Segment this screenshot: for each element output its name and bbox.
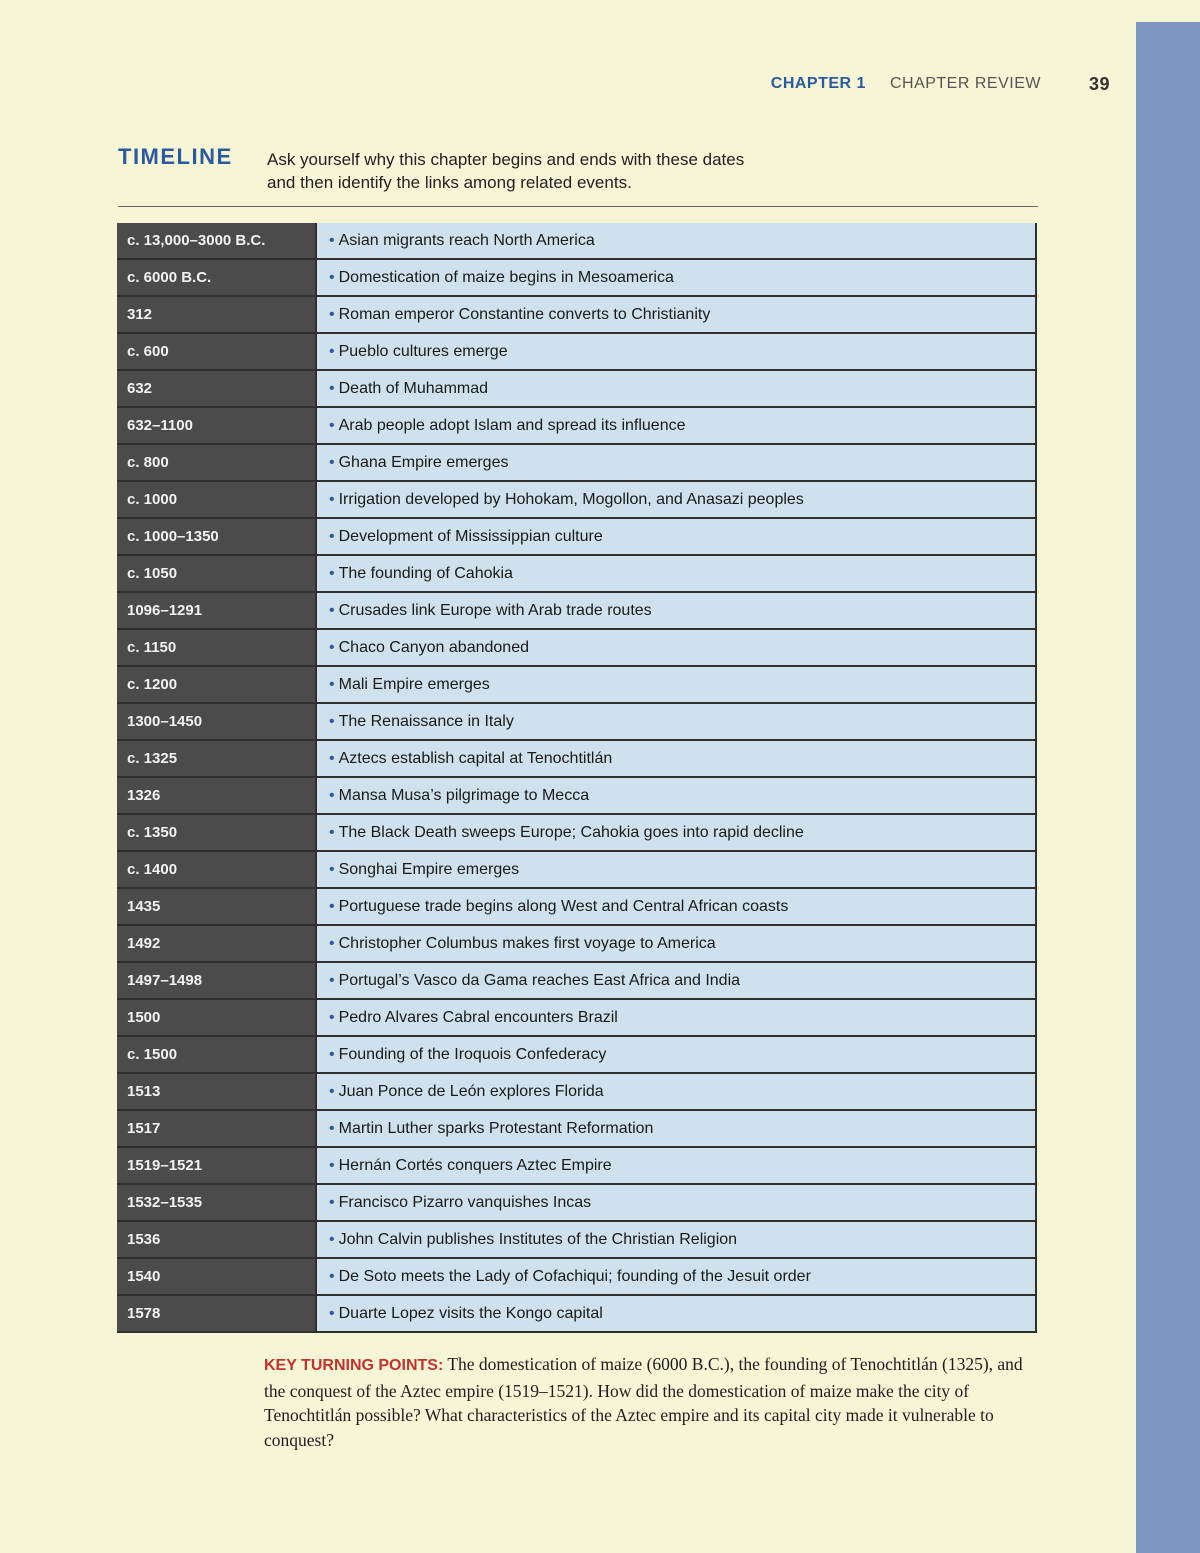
timeline-row: [117, 333, 1036, 370]
timeline-date: 1536: [117, 1221, 316, 1258]
bullet-icon: •: [329, 749, 335, 767]
timeline-event-cell: [316, 333, 1036, 370]
bullet-icon: •: [329, 897, 335, 915]
timeline-date: 1500: [117, 999, 316, 1036]
timeline-event: Christopher Columbus makes first voyage to America: [338, 934, 716, 952]
timeline-event: The founding of Cahokia: [338, 564, 513, 582]
heading-divider: [118, 206, 1038, 207]
key-turning-points-text: The domestication of maize (6000 B.C.), the founding of Tenochtitlán (1325), and the conquest of the Aztec empire (1519–1521). How did the domestication of maize make the city of Tenochtitlán possible? What characteristics of the Aztec empire and its capital city made it vulnerable to conquest?: [264, 1354, 1023, 1450]
timeline-heading: TIMELINE: [118, 144, 233, 169]
bullet-icon: •: [329, 1119, 335, 1137]
timeline-event: Portuguese trade begins along West and Central African coasts: [338, 897, 789, 915]
timeline-row: [117, 223, 1036, 259]
timeline-event-cell: [316, 407, 1036, 444]
timeline-event-cell: [316, 1258, 1036, 1295]
timeline-date: c. 1400: [117, 851, 316, 888]
bullet-icon: •: [329, 342, 335, 360]
timeline-event: Arab people adopt Islam and spread its influence: [338, 416, 686, 434]
timeline-date: 1578: [117, 1295, 316, 1332]
timeline-event-cell: [316, 481, 1036, 518]
timeline-event: The Black Death sweeps Europe; Cahokia goes into rapid decline: [338, 823, 804, 841]
timeline-date: 312: [117, 296, 316, 333]
timeline-date: 632: [117, 370, 316, 407]
timeline-row: [117, 925, 1036, 962]
timeline-date: c. 1350: [117, 814, 316, 851]
timeline-event: Songhai Empire emerges: [338, 860, 520, 878]
timeline-row: [117, 555, 1036, 592]
timeline-date: 1435: [117, 888, 316, 925]
timeline-event-cell: [316, 777, 1036, 814]
timeline-event-cell: [316, 1221, 1036, 1258]
timeline-row: [117, 629, 1036, 666]
timeline-row: [117, 592, 1036, 629]
timeline-event: Duarte Lopez visits the Kongo capital: [338, 1304, 603, 1322]
timeline-event-cell: [316, 999, 1036, 1036]
timeline-event-cell: [316, 629, 1036, 666]
timeline-event-cell: [316, 518, 1036, 555]
timeline-event: Pueblo cultures emerge: [338, 342, 508, 360]
timeline-row: [117, 1110, 1036, 1147]
timeline-event: Irrigation developed by Hohokam, Mogollon, and Anasazi peoples: [338, 490, 804, 508]
timeline-event: Mansa Musa’s pilgrimage to Mecca: [338, 786, 590, 804]
timeline-event: Crusades link Europe with Arab trade routes: [338, 601, 652, 619]
key-turning-points-label: KEY TURNING POINTS:: [264, 1357, 444, 1374]
timeline-row: [117, 407, 1036, 444]
timeline-event: Mali Empire emerges: [338, 675, 490, 693]
timeline-row: [117, 814, 1036, 851]
timeline-event-cell: [316, 666, 1036, 703]
timeline-row: [117, 1295, 1036, 1332]
timeline-event: The Renaissance in Italy: [338, 712, 514, 730]
bullet-icon: •: [329, 971, 335, 989]
timeline-event: Ghana Empire emerges: [338, 453, 509, 471]
timeline-date: 1517: [117, 1110, 316, 1147]
bullet-icon: •: [329, 416, 335, 434]
bullet-icon: •: [329, 786, 335, 804]
timeline-row: [117, 851, 1036, 888]
page-number: 39: [1088, 73, 1110, 94]
timeline-row: [117, 1221, 1036, 1258]
timeline-event-cell: [316, 1110, 1036, 1147]
bullet-icon: •: [329, 490, 335, 508]
timeline-event: Founding of the Iroquois Confederacy: [338, 1045, 607, 1063]
timeline-date: 1497–1498: [117, 962, 316, 999]
timeline-date: 1513: [117, 1073, 316, 1110]
timeline-row: [117, 740, 1036, 777]
timeline-event: Hernán Cortés conquers Aztec Empire: [338, 1156, 612, 1174]
timeline-date: 632–1100: [117, 407, 316, 444]
timeline-event-cell: [316, 1036, 1036, 1073]
timeline-event-cell: [316, 592, 1036, 629]
timeline-row: [117, 1073, 1036, 1110]
intro-line-1: Ask yourself why this chapter begins and ends with these dates: [267, 150, 745, 169]
timeline-event-cell: [316, 1147, 1036, 1184]
timeline-event: John Calvin publishes Institutes of the Christian Religion: [338, 1230, 738, 1248]
timeline-event-cell: [316, 1295, 1036, 1332]
timeline-date: c. 1325: [117, 740, 316, 777]
timeline-date: c. 1000: [117, 481, 316, 518]
bullet-icon: •: [329, 231, 335, 249]
bullet-icon: •: [329, 1008, 335, 1026]
timeline-event: Chaco Canyon abandoned: [338, 638, 529, 656]
bullet-icon: •: [329, 860, 335, 878]
timeline-date: c. 6000 B.C.: [117, 259, 316, 296]
timeline-event: Martin Luther sparks Protestant Reformation: [338, 1119, 654, 1137]
timeline-event-cell: [316, 1073, 1036, 1110]
timeline-event: Roman emperor Constantine converts to Christianity: [338, 305, 711, 323]
timeline-intro: [267, 148, 827, 194]
timeline-row: [117, 703, 1036, 740]
bullet-icon: •: [329, 527, 335, 545]
timeline-date: 1096–1291: [117, 592, 316, 629]
timeline-row: [117, 888, 1036, 925]
timeline-date: 1540: [117, 1258, 316, 1295]
timeline-date: c. 13,000–3000 B.C.: [117, 223, 316, 259]
bullet-icon: •: [329, 638, 335, 656]
bullet-icon: •: [329, 379, 335, 397]
timeline-event: Death of Muhammad: [338, 379, 489, 397]
timeline-date: 1492: [117, 925, 316, 962]
timeline-event-cell: [316, 1184, 1036, 1221]
timeline-row: [117, 1147, 1036, 1184]
bullet-icon: •: [329, 823, 335, 841]
bullet-icon: •: [329, 1082, 335, 1100]
bullet-icon: •: [329, 934, 335, 952]
page-edge-band: [1136, 22, 1200, 1553]
key-turning-points: [264, 1352, 1044, 1452]
timeline-row: [117, 1258, 1036, 1295]
timeline-event: Portugal’s Vasco da Gama reaches East Africa and India: [338, 971, 741, 989]
timeline-event-cell: [316, 223, 1036, 259]
timeline-event-cell: [316, 888, 1036, 925]
timeline-date: 1532–1535: [117, 1184, 316, 1221]
timeline-date: c. 1150: [117, 629, 316, 666]
timeline-event-cell: [316, 703, 1036, 740]
intro-line-2: and then identify the links among related events.: [267, 173, 632, 192]
timeline-event-cell: [316, 740, 1036, 777]
bullet-icon: •: [329, 1267, 335, 1285]
timeline-event-cell: [316, 925, 1036, 962]
timeline-row: [117, 518, 1036, 555]
bullet-icon: •: [329, 268, 335, 286]
bullet-icon: •: [329, 675, 335, 693]
timeline-row: [117, 999, 1036, 1036]
bullet-icon: •: [329, 564, 335, 582]
bullet-icon: •: [329, 453, 335, 471]
timeline-row: [117, 962, 1036, 999]
section-label: CHAPTER REVIEW: [889, 75, 1041, 92]
chapter-label: CHAPTER 1: [770, 75, 866, 92]
bullet-icon: •: [329, 601, 335, 619]
timeline-row: [117, 259, 1036, 296]
timeline-event-cell: [316, 259, 1036, 296]
timeline-date: c. 1500: [117, 1036, 316, 1073]
timeline-event-cell: [316, 555, 1036, 592]
timeline-event: Development of Mississippian culture: [338, 527, 603, 545]
timeline-date: 1300–1450: [117, 703, 316, 740]
bullet-icon: •: [329, 305, 335, 323]
timeline-date: 1519–1521: [117, 1147, 316, 1184]
timeline-row: [117, 296, 1036, 333]
timeline-row: [117, 666, 1036, 703]
timeline-event: Francisco Pizarro vanquishes Incas: [338, 1193, 592, 1211]
timeline-event: Asian migrants reach North America: [338, 231, 595, 249]
running-header: [600, 72, 1110, 96]
timeline-row: [117, 481, 1036, 518]
timeline-row: [117, 1184, 1036, 1221]
timeline-row: [117, 444, 1036, 481]
timeline-date: c. 800: [117, 444, 316, 481]
bullet-icon: •: [329, 1193, 335, 1211]
bullet-icon: •: [329, 1045, 335, 1063]
timeline-event: Domestication of maize begins in Mesoamerica: [338, 268, 674, 286]
timeline-row: [117, 1036, 1036, 1073]
timeline-table: [117, 223, 1037, 1333]
bullet-icon: •: [329, 1230, 335, 1248]
timeline-date: c. 1050: [117, 555, 316, 592]
timeline-date: 1326: [117, 777, 316, 814]
timeline-body: [117, 223, 1036, 1332]
timeline-event-cell: [316, 370, 1036, 407]
timeline-event-cell: [316, 814, 1036, 851]
timeline-row: [117, 777, 1036, 814]
timeline-row: [117, 370, 1036, 407]
bullet-icon: •: [329, 1156, 335, 1174]
timeline-event: De Soto meets the Lady of Cofachiqui; founding of the Jesuit order: [338, 1267, 811, 1285]
timeline-event: Juan Ponce de León explores Florida: [338, 1082, 604, 1100]
bullet-icon: •: [329, 712, 335, 730]
timeline-event: Pedro Alvares Cabral encounters Brazil: [338, 1008, 618, 1026]
timeline-event-cell: [316, 851, 1036, 888]
bullet-icon: •: [329, 1304, 335, 1322]
timeline-date: c. 1000–1350: [117, 518, 316, 555]
timeline-event-cell: [316, 444, 1036, 481]
timeline-event-cell: [316, 296, 1036, 333]
timeline-event: Aztecs establish capital at Tenochtitlán: [338, 749, 613, 767]
timeline-date: c. 1200: [117, 666, 316, 703]
timeline-date: c. 600: [117, 333, 316, 370]
timeline-event-cell: [316, 962, 1036, 999]
